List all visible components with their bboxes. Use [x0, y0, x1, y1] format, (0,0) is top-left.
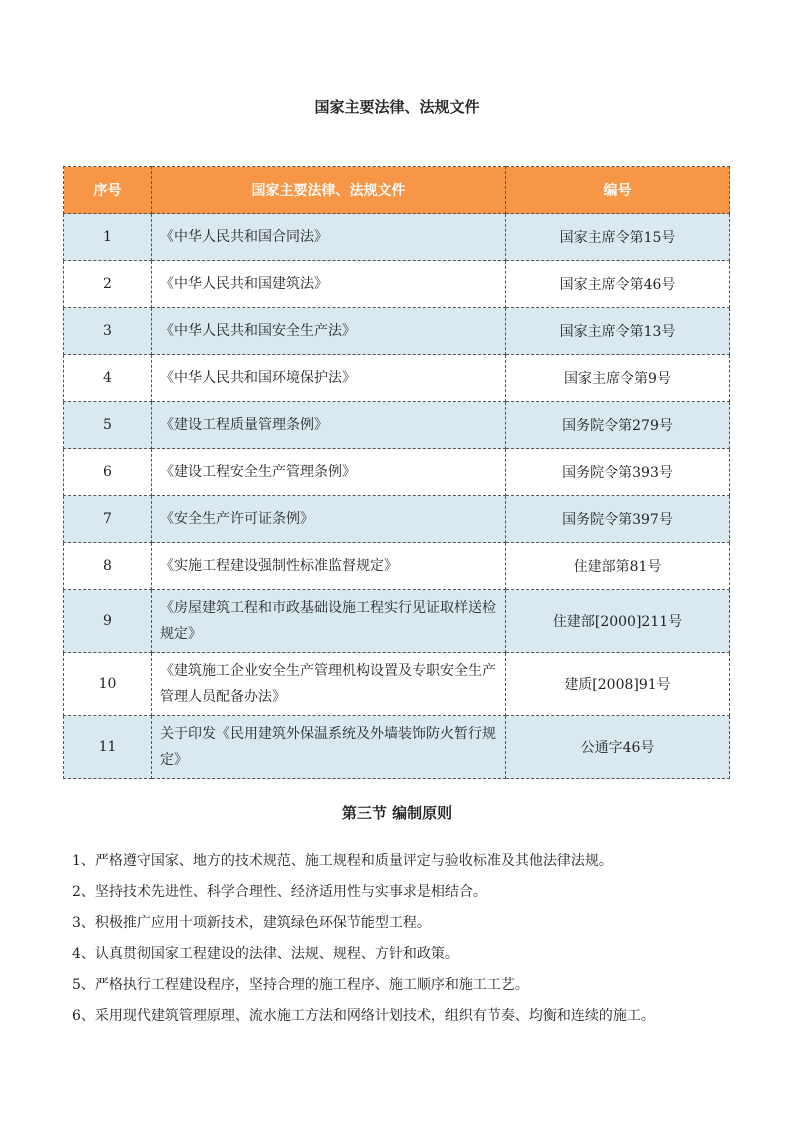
table-row — [64, 308, 730, 355]
header-serial-number: 序号 — [64, 167, 152, 214]
law-name: 关于印发《民用建筑外保温系统及外墙装饰防火暂行规定》 — [152, 716, 506, 779]
row-number: 1 — [64, 214, 152, 261]
row-number: 6 — [64, 449, 152, 496]
principles-list — [72, 846, 772, 1032]
table-row — [64, 653, 730, 716]
table-header-row — [64, 167, 730, 214]
laws-table — [63, 166, 730, 779]
row-number: 10 — [64, 653, 152, 716]
header-law-name: 国家主要法律、法规文件 — [152, 167, 506, 214]
list-item: 5、严格执行工程建设程序，坚持合理的施工程序、施工顺序和施工工艺。 — [72, 977, 529, 993]
law-name: 《安全生产许可证条例》 — [152, 496, 506, 543]
table-row — [64, 716, 730, 779]
law-name: 《中华人民共和国环境保护法》 — [152, 355, 506, 402]
document-number: 建质[2008]91号 — [506, 653, 730, 716]
table-row — [64, 355, 730, 402]
row-number: 5 — [64, 402, 152, 449]
row-number: 11 — [64, 716, 152, 779]
table-row — [64, 543, 730, 590]
document-number: 国务院令第397号 — [506, 496, 730, 543]
header-document-number: 编号 — [506, 167, 730, 214]
table-row — [64, 402, 730, 449]
list-item: 2、坚持技术先进性、科学合理性、经济适用性与实事求是相结合。 — [72, 884, 487, 900]
section-title: 第三节 编制原则 — [341, 804, 453, 822]
document-number: 国家主席令第13号 — [506, 308, 730, 355]
document-number: 国家主席令第15号 — [506, 214, 730, 261]
row-number: 7 — [64, 496, 152, 543]
document-number: 公通字46号 — [506, 716, 730, 779]
law-name: 《建设工程质量管理条例》 — [152, 402, 506, 449]
law-name: 《实施工程建设强制性标准监督规定》 — [152, 543, 506, 590]
list-item: 4、认真贯彻国家工程建设的法律、法规、规程、方针和政策。 — [72, 946, 459, 962]
law-name: 《房屋建筑工程和市政基础设施工程实行见证取样送检规定》 — [152, 590, 506, 653]
law-name: 《中华人民共和国安全生产法》 — [152, 308, 506, 355]
table-row — [64, 590, 730, 653]
law-name: 《中华人民共和国合同法》 — [152, 214, 506, 261]
document-number: 住建部[2000]211号 — [506, 590, 730, 653]
row-number: 9 — [64, 590, 152, 653]
document-number: 住建部第81号 — [506, 543, 730, 590]
law-name: 《中华人民共和国建筑法》 — [152, 261, 506, 308]
document-number: 国家主席令第46号 — [506, 261, 730, 308]
row-number: 3 — [64, 308, 152, 355]
table-row — [64, 449, 730, 496]
document-number: 国务院令第279号 — [506, 402, 730, 449]
list-item: 3、积极推广应用十项新技术，建筑绿色环保节能型工程。 — [72, 915, 431, 931]
table-row — [64, 261, 730, 308]
table-row — [64, 214, 730, 261]
table-row — [64, 496, 730, 543]
document-number: 国家主席令第9号 — [506, 355, 730, 402]
row-number: 8 — [64, 543, 152, 590]
law-name: 《建设工程安全生产管理条例》 — [152, 449, 506, 496]
page-title: 国家主要法律、法规文件 — [314, 98, 480, 116]
law-name: 《建筑施工企业安全生产管理机构设置及专职安全生产管理人员配备办法》 — [152, 653, 506, 716]
row-number: 2 — [64, 261, 152, 308]
row-number: 4 — [64, 355, 152, 402]
list-item: 6、采用现代建筑管理原理、流水施工方法和网络计划技术，组织有节奏、均衡和连续的施工。 — [72, 1008, 655, 1024]
document-number: 国务院令第393号 — [506, 449, 730, 496]
list-item: 1、严格遵守国家、地方的技术规范、施工规程和质量评定与验收标准及其他法律法规。 — [72, 853, 613, 869]
